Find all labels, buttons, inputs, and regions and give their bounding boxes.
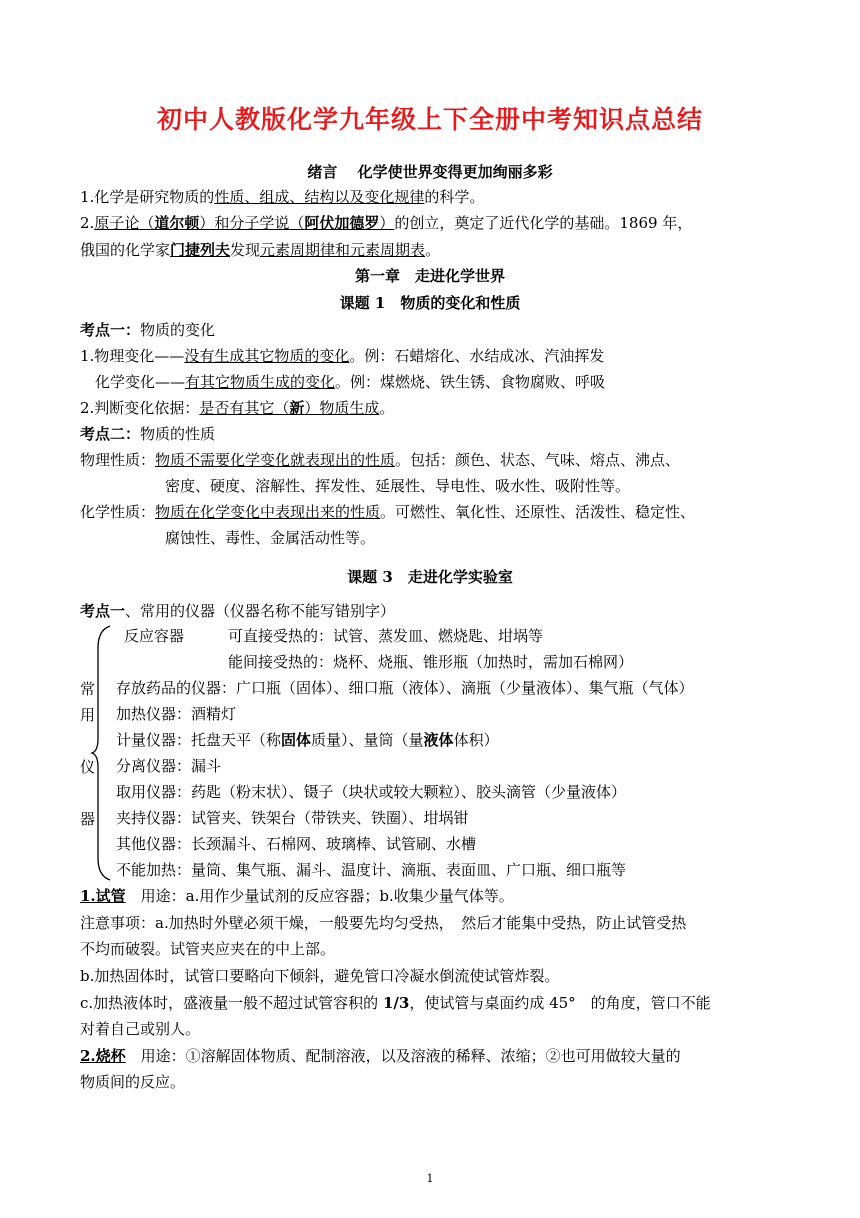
text: 计量仪器：托盘天平（称 <box>116 731 282 749</box>
text: 。 <box>379 399 395 417</box>
text: 物理性质： <box>80 451 156 469</box>
vertical-label-char: 器 <box>80 810 96 828</box>
page-number: 1 <box>426 1172 434 1185</box>
bold-text: 固体 <box>281 731 312 749</box>
note-line-2: 不均而破裂。试管夹应夹在的中上部。 <box>80 940 336 958</box>
intro-line-3 <box>80 240 440 260</box>
key-point-1 <box>80 320 215 340</box>
vertical-label-char: 用 <box>80 706 96 724</box>
text: 。可燃性、氧化性、还原性、活泼性、稳定性、 <box>380 503 696 521</box>
key-label: 考点一： <box>80 321 141 339</box>
heating-instruments: 加热仪器：酒精灯 <box>116 705 237 723</box>
key-label: 考点一 <box>80 602 126 620</box>
indirect-heat-line: 能间接受热的：烧杯、烧瓶、锥形瓶（加热时，需加石棉网） <box>228 653 634 671</box>
other-instruments: 其他仪器：长颈漏斗、石棉网、玻璃棒、试管刷、水槽 <box>116 835 477 853</box>
text: 。例：煤燃烧、铁生锈、食物腐败、呼吸 <box>335 373 606 391</box>
note-line-1: 注意事项：a.加热时外壁必须干燥，一般要先均匀受热， 然后才能集中受热，防止试管受热 <box>80 914 687 932</box>
text: 体积） <box>453 731 499 749</box>
underlined-text: 没有生成其它物质的变化 <box>184 347 350 365</box>
text: 俄国的化学家 <box>80 241 171 259</box>
text: 发现 <box>230 241 261 259</box>
text: 2. <box>80 214 95 232</box>
chemical-property-line-2: 腐蚀性、毒性、金属活动性等。 <box>165 529 376 547</box>
text: 1.物理变化—— <box>80 347 185 365</box>
text: 物质的性质 <box>140 425 216 443</box>
text: 化学变化—— <box>95 373 186 391</box>
bold-name: 门捷列夫 <box>170 241 231 259</box>
bold-name: 道尔顿 <box>154 214 200 232</box>
underlined-text: 性质、组成、结构以及变化规律 <box>214 188 425 206</box>
direct-heat-line: 可直接受热的：试管、蒸发皿、燃烧匙、坩埚等 <box>228 627 544 645</box>
text: 的科学。 <box>424 188 485 206</box>
underlined-text: 元素周期律和元素周期表 <box>260 241 426 259</box>
text: 1.化学是研究物质的 <box>80 188 215 206</box>
key-label: 考点二： <box>80 425 141 443</box>
beaker-line <box>80 1046 681 1066</box>
text: 2.判断变化依据： <box>80 399 200 417</box>
underlined-text <box>94 214 394 232</box>
bold-name: 阿伏加德罗 <box>304 214 380 232</box>
non-heatable-instruments: 不能加热：量筒、集气瓶、漏斗、温度计、滴瓶、表面皿、广口瓶、细口瓶等 <box>116 861 627 879</box>
text: 。例：石蜡熔化、水结成冰、汽油挥发 <box>349 347 605 365</box>
text: ）物质生成 <box>304 399 380 417</box>
reaction-container-label: 反应容器 <box>124 627 185 645</box>
physical-property-line-2: 密度、硬度、溶解性、挥发性、延展性、导电性、吸水性、吸附性等。 <box>165 477 631 495</box>
physical-change-line <box>80 346 604 366</box>
text: 。包括：颜色、状态、气味、熔点、沸点、 <box>395 451 681 469</box>
measuring-instruments <box>116 730 499 750</box>
vertical-label-char: 常 <box>80 680 96 698</box>
text: ） <box>379 214 395 232</box>
document-title: 初中人教版化学九年级上下全册中考知识点总结 <box>156 105 703 134</box>
clamping-instruments: 夹持仪器：试管夹、铁架台（带铁夹、铁圈）、坩埚钳 <box>116 809 469 827</box>
text: 用途：a.用作少量试剂的反应容器；b.收集少量气体等。 <box>125 887 514 905</box>
chapter-heading: 第一章 走进化学世界 <box>354 267 505 285</box>
beaker-line-2: 物质间的反应。 <box>80 1073 186 1091</box>
note-line-5: 对着自己或别人。 <box>80 1020 201 1038</box>
text: 质量）、量筒（量 <box>311 731 424 749</box>
key-point-2 <box>80 424 215 444</box>
beaker-label: 2.烧杯 <box>80 1047 126 1065</box>
test-tube-line <box>80 886 514 906</box>
note-line-4 <box>80 993 711 1013</box>
test-tube-label: 1.试管 <box>80 887 126 905</box>
topic-heading: 课题 1 物质的变化和性质 <box>339 294 521 312</box>
underlined-text: 物质不需要化学变化就表现出的性质 <box>155 451 396 469</box>
text: 、常用的仪器（仪器名称不能写错别字） <box>125 602 396 620</box>
text: 用途：①溶解固体物质、配制溶液，以及溶液的稀释、浓缩；②也可用做较大量的 <box>125 1047 681 1065</box>
text: 化学性质： <box>80 503 156 521</box>
note-line-3: b.加热固体时，试管口要略向下倾斜，避免管口冷凝水倒流使试管炸裂。 <box>80 967 560 985</box>
bold-text: 新 <box>289 399 305 417</box>
bold-text: 1/3 <box>382 994 410 1012</box>
physical-property-line <box>80 450 680 470</box>
topic-3-heading: 课题 3 走进化学实验室 <box>347 568 513 586</box>
text: 。 <box>425 241 441 259</box>
separation-instruments: 分离仪器：漏斗 <box>116 757 222 775</box>
underlined-text: 物质在化学变化中表现出来的性质 <box>155 503 381 521</box>
intro-line-1 <box>80 187 484 207</box>
curly-brace <box>90 624 114 882</box>
text: ，使试管与桌面约成 45° 的角度，管口不能 <box>409 994 711 1012</box>
text: ）和分子学说（ <box>199 214 305 232</box>
storage-instruments: 存放药品的仪器：广口瓶（固体）、细口瓶（液体）、滴瓶（少量液体）、集气瓶（气体） <box>116 679 694 697</box>
text: 物质的变化 <box>140 321 216 339</box>
judgement-line <box>80 398 394 418</box>
intro-line-2 <box>80 213 692 233</box>
intro-heading: 绪言 化学使世界变得更加绚丽多彩 <box>307 163 553 181</box>
bold-text: 液体 <box>423 731 454 749</box>
chemical-change-line <box>95 372 605 392</box>
underlined-text <box>199 399 379 417</box>
text: 原子论（ <box>94 214 155 232</box>
text: 的创立，奠定了近代化学的基础。1869 年， <box>394 214 693 232</box>
key-point-3 <box>80 601 395 621</box>
taking-instruments: 取用仪器：药匙（粉末状）、镊子（块状或较大颗粒）、胶头滴管（少量液体） <box>116 783 627 801</box>
chemical-property-line <box>80 502 695 522</box>
text: c.加热液体时，盛液量一般不超过试管容积的 <box>80 994 383 1012</box>
text: 是否有其它（ <box>199 399 290 417</box>
vertical-label-char: 仪 <box>80 758 96 776</box>
underlined-text: 有其它物质生成的变化 <box>185 373 336 391</box>
